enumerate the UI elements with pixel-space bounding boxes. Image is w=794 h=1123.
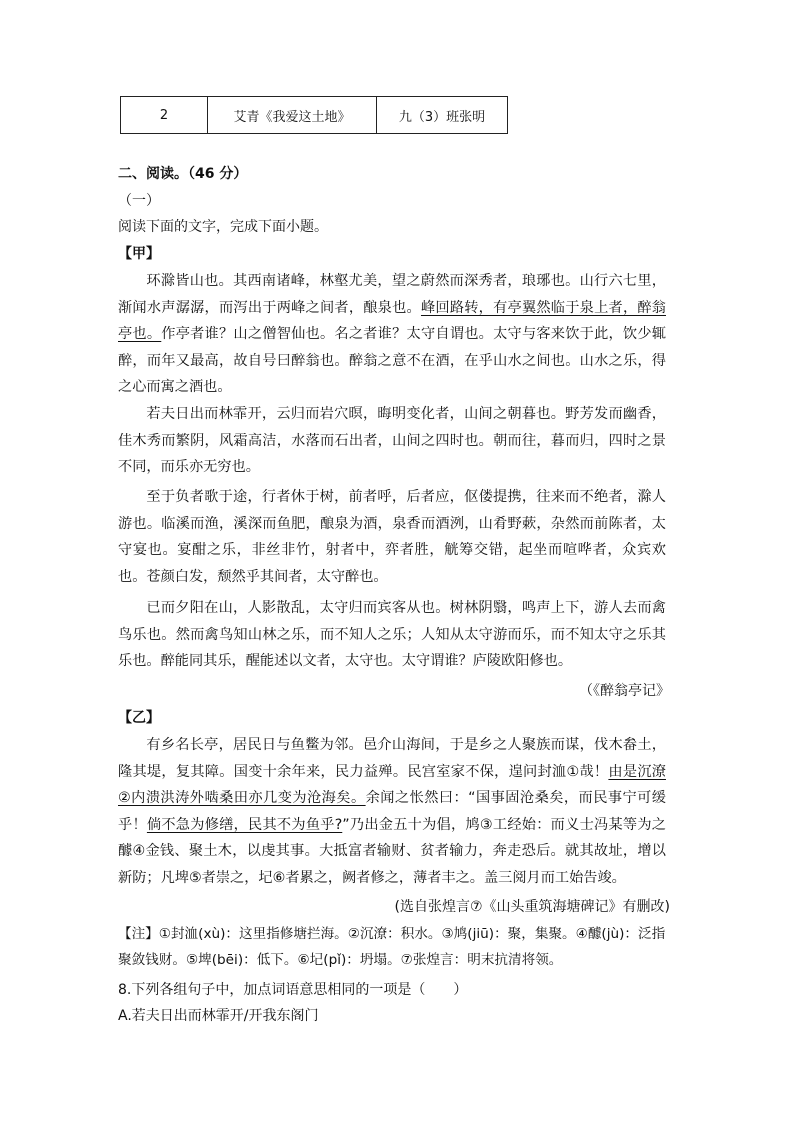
jia-paragraph-1: 环滁皆山也。其西南诸峰，林壑尤美，望之蔚然而深秀者，琅琊也。山行六七里，渐闻水声潺潺，而泻出于两峰之间者，酿泉也。峰回路转，有亭翼然临于泉上者，醉翁亭也。作亭者谁？山之僧智仙也。名之者谁？太守自谓也。太守与客来饮于此，饮少辄醉，而年又最高，故自号曰醉翁也。醉翁之意不在酒，在乎山水之间也。山水之乐，得之心而寓之酒也。	[118, 273, 666, 395]
jia-paragraph-3: 至于负者歌于途，行者休于树，前者呼，后者应，伛偻提携，往来而不绝者，滁人游也。临溪而渔，溪深而鱼肥，酿泉为酒，泉香而酒洌，山肴野蔌，杂然而前陈者，太守宴也。宴酣之乐，非丝非竹，射者中，弈者胜，觥筹交错，起坐而喧哗者，众宾欢也。苍颜白发，颓然乎其间者，太守醉也。	[118, 489, 666, 585]
subsection-label: （一）	[118, 193, 160, 209]
instruction-text: 阅读下面的文字，完成下面小题。	[118, 219, 328, 235]
jia-paragraph-2: 若夫日出而林霏开，云归而岩穴暝，晦明变化者，山间之朝暮也。野芳发而幽香，佳木秀而繁阴，风霜高洁，水落而石出者，山间之四时也。朝而往，暮而归，四时之景不同，而乐亦无穷也。	[118, 406, 666, 475]
section-heading: 二、阅读。（46 分）	[118, 166, 248, 182]
passage-yi-label: 【乙】	[118, 710, 160, 726]
yi-source: (选自张煌言⑦《山头重筑海塘碑记》有删改)	[394, 899, 670, 915]
passage-jia-label: 【甲】	[118, 246, 160, 262]
table-row	[121, 97, 508, 134]
underlined-sentence: 倘不急为修缮，民其不为鱼乎?	[146, 816, 343, 833]
assignment-table	[120, 96, 508, 134]
yi-paragraph: 有乡名长亭，居民日与鱼鳖为邻。邑介山海间，于是乡之人聚族而谋，伐木畚土，隆其堤，复其障。国变十余年来，民力益殚。民宫室家不保，遑问封洫①哉！由是沉潦②内溃洪涛外啮桑田亦几变为沧海矣。余闻之怅然曰：“国事固沧桑矣，而民事宁可缓乎！倘不急为修缮，民其不为鱼乎?”乃出金五十为倡，鸠③工经始：而义士冯某等为之醵④金钱、聚土木，以虔其事。大抵富者输财、贫者输力，奔走恐后。就其故址，增以新防；凡埤⑤者崇之，圮⑥者累之，阙者修之，薄者丰之。盖三阅月而工始告竣。	[118, 737, 666, 886]
underlined-sentence: 由是沉潦②内溃洪涛外啮桑田亦几变为沧海矣。	[118, 763, 666, 806]
jia-paragraph-4: 已而夕阳在山，人影散乱，太守归而宾客从也。树林阴翳，鸣声上下，游人去而禽鸟乐也。然而禽鸟知山林之乐，而不知人之乐；人知从太守游而乐，而不知太守之乐其乐也。醉能同其乐，醒能述以文者，太守也。太守谓谁？庐陵欧阳修也。	[118, 600, 666, 669]
jia-source: （《醉翁亭记》	[579, 683, 670, 699]
table-cell-student: 九（3）班张明	[377, 97, 508, 134]
question-8: 8.下列各组句子中，加点词语意思相同的一项是（ ）	[118, 982, 468, 998]
table-cell-work: 艾青《我爱这土地》	[208, 97, 377, 134]
annotation-notes: 【注】①封洫(xù)：这里指修塘拦海。②沉潦：积水。③鸠(jiū)：聚，集聚。④醵(jù)：泛指聚敛钱财。⑤埤(bēi)：低下。⑥圮(pǐ)：坍塌。⑦张煌言：明末抗清将领。	[118, 926, 666, 968]
underlined-sentence: 峰回路转，有亭翼然临于泉上者，醉翁亭也。	[118, 299, 666, 342]
table-cell-number: 2	[121, 97, 208, 134]
option-a: A.若夫日出而林霏开/开我东阁门	[118, 1008, 319, 1024]
